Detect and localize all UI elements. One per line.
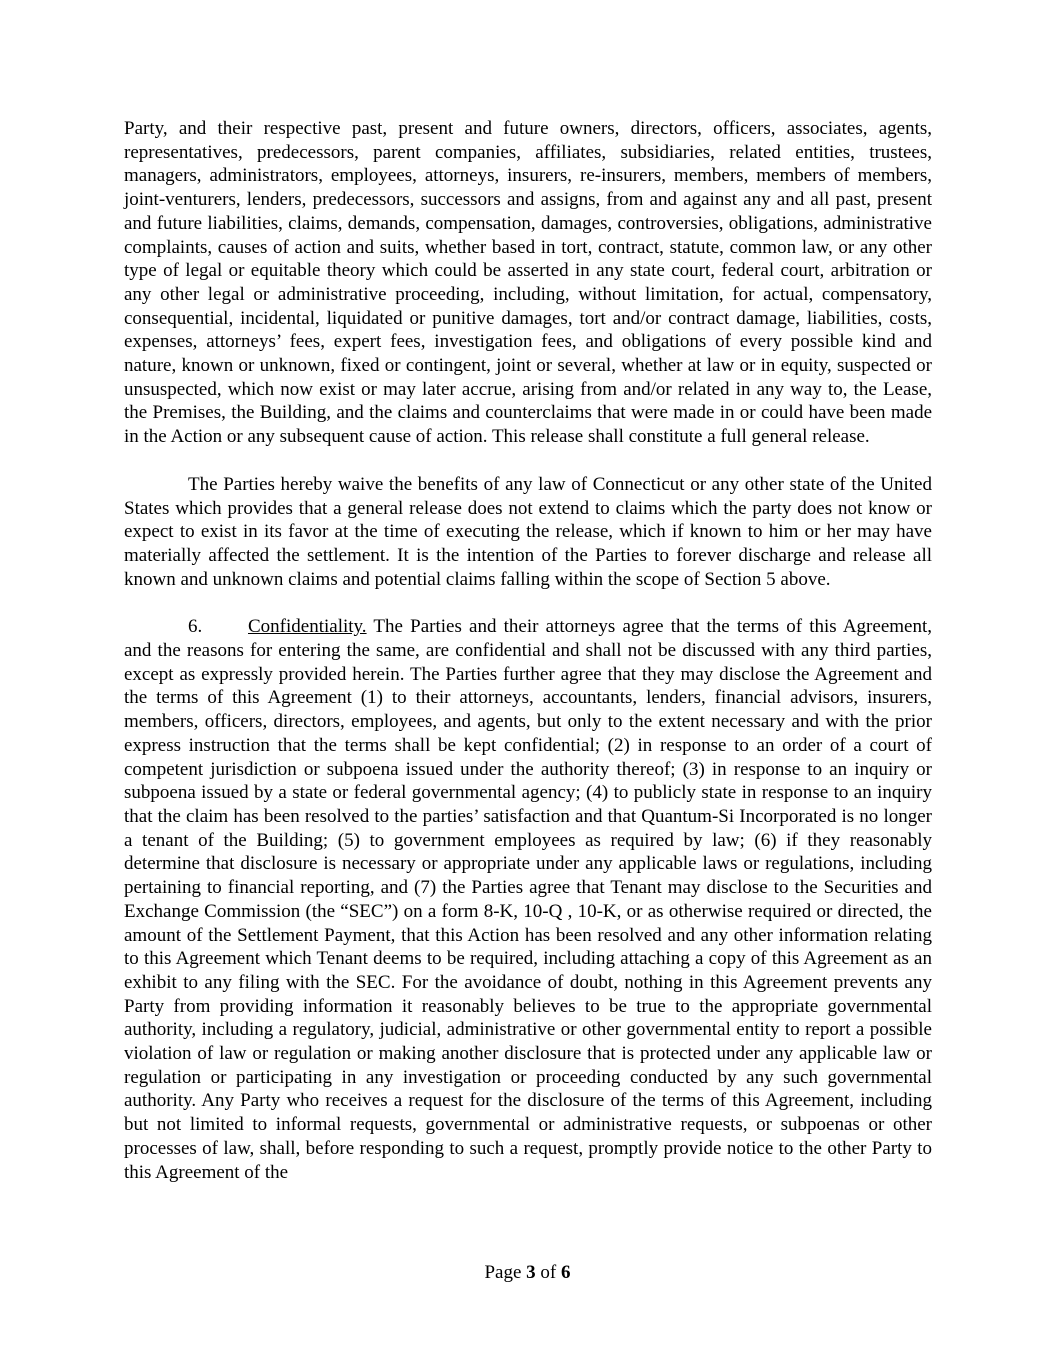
release-paragraph: Party, and their respective past, present and future owners, directors, officers, associates, agents, representatives, predecessors, parent companies, affiliates, subsidiaries, related entities, trustees, managers, administrators, employees, attorneys, insurers, re-insurers, members, members of members, joint-venturers, lenders, predecessors, successors and assigns, from and against any and all past, present and future liabilities, claims, demands, compensation, damages, controversies, obligations, administrative complaints, causes of action and suits, whether based in tort, contract, statute, common law, or any other type of legal or equitable theory which could be asserted in any state court, federal court, arbitration or any other legal or administrative proceeding, including, without limitation, for actual, compensatory, consequential, incidental, liquidated or punitive damages, tort and/or contract damage, liabilities, costs, expenses, attorneys’ fees, expert fees, investigation fees, and obligations of every possible kind and nature, known or unknown, fixed or contingent, joint or several, whether at law or in equity, suspected or unsuspected, which now exist or may later accrue, arising from and/or related in any way to, the Lease, the Premises, the Building, and the claims and counterclaims that were made in or could have been made in the Action or any subsequent cause of action. This release shall constitute a full general release. — [124, 118, 932, 448]
section-number: 6. — [188, 616, 203, 638]
waiver-paragraph: The Parties hereby waive the benefits of any law of Connecticut or any other state of the United States which provides that a general release does not extend to claims which the party does not know or expect to exist in its favor at the time of executing the release, which if known to him or her may have materially affected the settlement. It is the intention of the Parties to forever discharge and release all known and unknown claims and potential claims falling within the scope of Section 5 above. — [124, 473, 932, 590]
total-pages: 6 — [561, 1262, 571, 1283]
section-heading: Confidentiality. — [248, 616, 367, 638]
section-6-paragraph — [124, 615, 932, 1184]
page-footer — [0, 1262, 1055, 1284]
page-label: Page — [484, 1262, 527, 1283]
page-number: 3 — [526, 1262, 536, 1283]
section-body: The Parties and their attorneys agree that the terms of this Agreement, and the reasons for entering the same, are confidential and shall not be discussed with any third parties, except as expressly provided herein. The Parties further agree that they may disclose the Agreement and the terms of this Agreement (1) to their attorneys, accountants, lenders, financial advisors, insurers, members, officers, directors, employees, and agents, but only to the extent necessary and with the prior express instruction that the terms shall be kept confidential; (2) in response to an order of a court of competent jurisdiction or subpoena issued under the authority thereof; (3) in response to an inquiry or subpoena issued by a state or federal governmental agency; (4) to publicly state in response to an inquiry that the claim has been resolved to the parties’ satisfaction and that Quantum-Si Incorporated is no longer a tenant of the Building; (5) to government employees as required by law; (6) if they reasonably determine that disclosure is necessary or appropriate under any applicable laws or regulations, including pertaining to financial reporting, and (7) the Parties agree that Tenant may disclose to the Securities and Exchange Commission (the “SEC”) on a form 8-K, 10-Q , 10-K, or as otherwise required or directed, the amount of the Settlement Payment, that this Action has been resolved and any other information relating to this Agreement which Tenant deems to be required, including attaching a copy of this Agreement as an exhibit to any filing with the SEC. For the avoidance of doubt, nothing in this Agreement prevents any Party from providing information it reasonably believes to be true to the appropriate governmental authority, including a regulatory, judicial, administrative or other governmental entity to report a possible violation of law or regulation or making another disclosure that is protected under any applicable law or regulation or participating in any investigation or proceeding conducted by any such governmental authority. Any Party who receives a request for the disclosure of the terms of this Agreement, including but not limited to informal requests, governmental or administrative requests, or subpoenas or other processes of law, shall, before responding to such a request, promptly provide notice to the other Party to this Agreement of the — [124, 616, 932, 1183]
document-body — [124, 117, 932, 1208]
of-label: of — [535, 1262, 561, 1283]
